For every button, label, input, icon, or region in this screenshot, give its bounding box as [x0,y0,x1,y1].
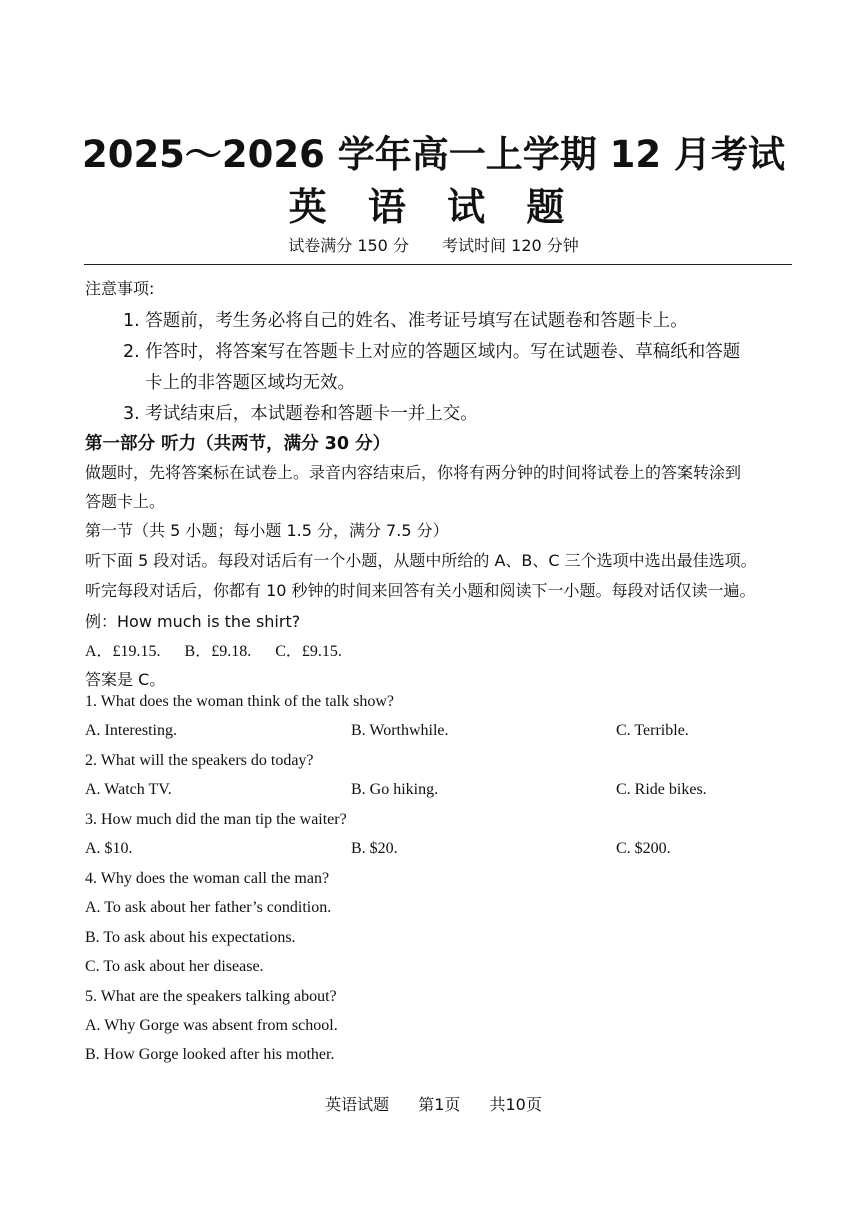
footer-total: 共10页 [489,1095,542,1114]
part1-instruction: 答题卡上。 [85,492,166,511]
option-b: B. How Gorge looked after his mother. [85,1046,335,1063]
option-c: C. Ride bikes. [616,781,707,798]
option-a: A. Why Gorge was absent from school. [85,1017,338,1034]
example-answer: 答案是 C。 [85,670,166,689]
notice-item: 卡上的非答题区域均无效。 [145,373,355,393]
section1-instruction: 听下面 5 段对话。每段对话后有一个小题，从题中所给的 A、B、C 三个选项中选出最佳选项。 [85,551,757,570]
exam-title: 2025～2026 学年高一上学期 12 月考试 [81,133,786,176]
option-a: A. Watch TV. [85,781,172,798]
page-footer [0,1092,867,1115]
full-score: 试卷满分 150 分 [288,236,409,255]
example-options: A．£19.15. B．£9.18. C．£9.15. [85,643,342,660]
option-b: B. Go hiking. [351,781,439,798]
part1-instruction: 做题时，先将答案标在试卷上。录音内容结束后，你将有两分钟的时间将试卷上的答案转涂到 [85,463,742,482]
notice-item: 2. 作答时，将答案写在答题卡上对应的答题区域内。写在试题卷、草稿纸和答题 [123,342,741,362]
footer-subject: 英语试题 [325,1095,390,1114]
option-a: A. $10. [85,840,133,857]
option-b: B. $20. [351,840,398,857]
notice-item: 1. 答题前，考生务必将自己的姓名、准考证号填写在试题卷和答题卡上。 [123,311,688,331]
exam-info [0,233,867,256]
section1-instruction: 听完每段对话后，你都有 10 秒钟的时间来回答有关小题和阅读下一小题。每段对话仅读一遍。 [85,581,756,600]
question-1: 1. What does the woman think of the talk show? [85,693,394,710]
option-a: A. To ask about her father’s condition. [85,899,332,916]
part1-heading: 第一部分 听力（共两节，满分 30 分） [85,434,391,454]
notice-item: 3. 考试结束后，本试题卷和答题卡一并上交。 [123,404,478,424]
exam-time: 考试时间 120 分钟 [442,236,579,255]
notice-heading: 注意事项: [85,279,155,298]
option-b: B. To ask about his expectations. [85,929,296,946]
option-c: C. $200. [616,840,671,857]
option-c: C. Terrible. [616,722,689,739]
question-2: 2. What will the speakers do today? [85,752,314,769]
question-5: 5. What are the speakers talking about? [85,988,337,1005]
subject-title: 英 语 试 题 [288,185,579,229]
question-3: 3. How much did the man tip the waiter? [85,811,347,828]
footer-page: 第1页 [418,1095,461,1114]
option-a: A. Interesting. [85,722,177,739]
option-c: C. To ask about her disease. [85,958,264,975]
example-question: 例：How much is the shirt? [85,612,301,631]
section1-heading: 第一节（共 5 小题；每小题 1.5 分，满分 7.5 分） [85,521,449,540]
header-divider [84,264,792,265]
option-b: B. Worthwhile. [351,722,449,739]
question-4: 4. Why does the woman call the man? [85,870,330,887]
